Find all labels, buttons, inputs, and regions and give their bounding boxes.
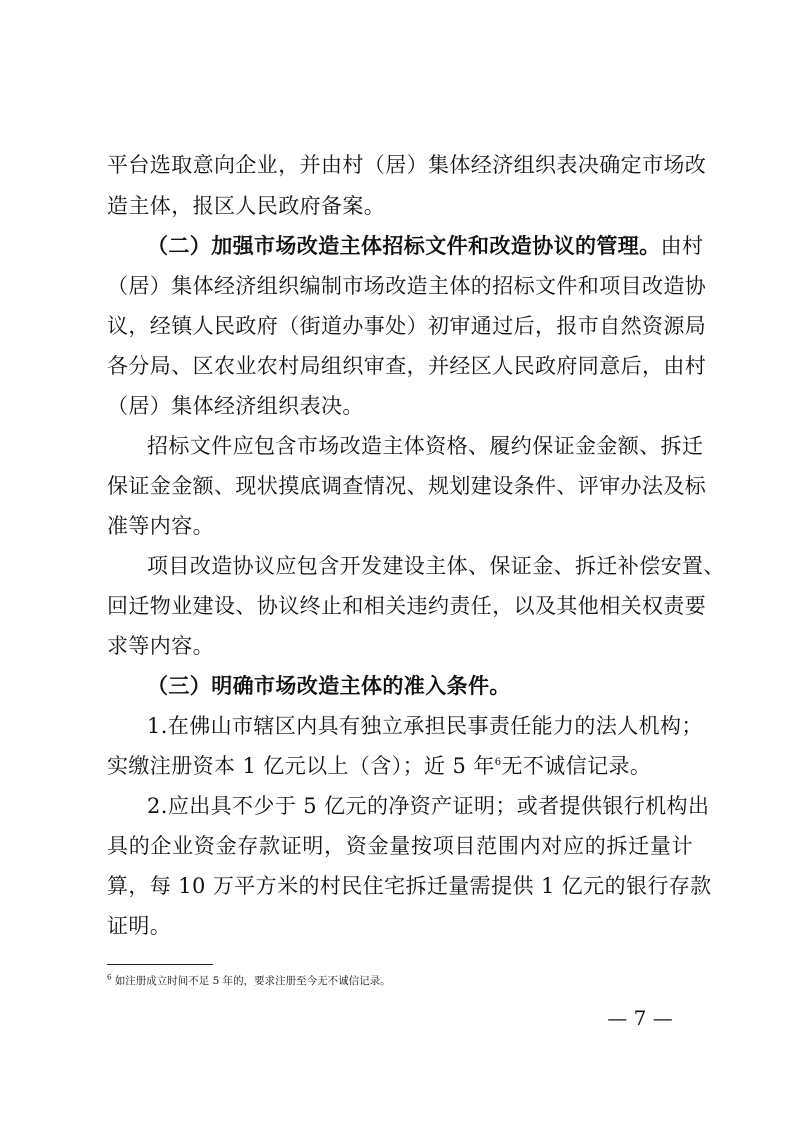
body-line: 2.应出具不少于 5 亿元的净资产证明；或者提供银行机构出 <box>147 794 710 818</box>
body-line: 项目改造协议应包含开发建设主体、保证金、拆迁补偿安置、 <box>147 554 725 578</box>
body-line: 具的企业资金存款证明，资金量按项目范围内对应的拆迁量计 <box>107 834 693 858</box>
body-line: 证明。 <box>107 914 172 938</box>
body-line: 平台选取意向企业，并由村（居）集体经济组织表决确定市场改 <box>107 153 707 177</box>
body-line: 求等内容。 <box>107 634 214 658</box>
footnote-marker: 6 <box>107 973 112 982</box>
body-line: （居）集体经济组织表决。 <box>107 394 364 418</box>
body-text: 由村 <box>660 234 704 258</box>
body-line: 1.在佛山市辖区内具有独立承担民事责任能力的法人机构； <box>147 714 703 738</box>
body-line: 招标文件应包含市场改造主体资格、履约保证金金额、拆迁 <box>147 434 704 458</box>
section-heading-3: （三）明确市场改造主体的准入条件。 <box>147 673 511 698</box>
body-line: 回迁物业建设、协议终止和相关违约责任，以及其他相关权责要 <box>107 594 707 618</box>
body-line: 议，经镇人民政府（街道办事处）初审通过后，报市自然资源局 <box>107 314 707 338</box>
page-number: — 7 — <box>607 1006 673 1030</box>
body-line <box>107 752 693 780</box>
footnote-reference[interactable]: 6 <box>494 757 502 768</box>
body-text: 无不诚信记录。 <box>501 754 652 778</box>
footnote-text: 如注册成立时间不足 5 年的，要求注册至今无不诚信记录。 <box>114 975 391 987</box>
body-line: （居）集体经济组织编制市场改造主体的招标文件和项目改造协 <box>107 274 707 298</box>
footnote-divider <box>107 964 213 965</box>
body-line: 造主体，报区人民政府备案。 <box>107 194 386 218</box>
section-heading-2 <box>147 232 704 260</box>
footnote <box>107 973 391 989</box>
body-text: 实缴注册资本 1 亿元以上（含）；近 5 年 <box>107 754 495 778</box>
body-line: 算，每 10 万平方米的村民住宅拆迁量需提供 1 亿元的银行存款 <box>107 874 712 898</box>
section-heading-2-title: （二）加强市场改造主体招标文件和改造协议的管理。 <box>147 233 661 258</box>
body-line: 准等内容。 <box>107 514 214 538</box>
body-line: 各分局、区农业农村局组织审查，并经区人民政府同意后，由村 <box>107 354 707 378</box>
body-line: 保证金金额、现状摸底调查情况、规划建设条件、评审办法及标 <box>107 474 707 498</box>
